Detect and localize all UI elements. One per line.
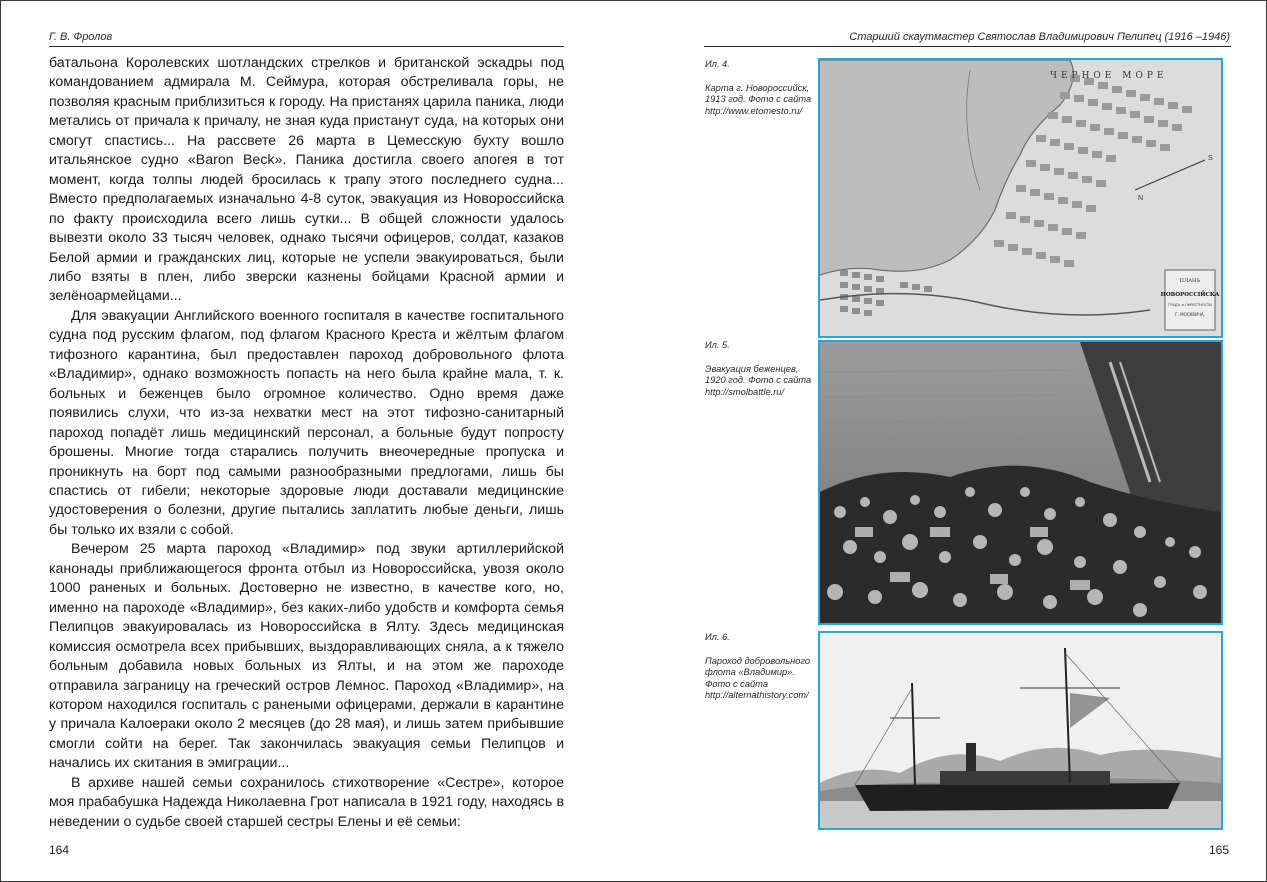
paragraph: батальона Королевских шотландских стрелков и британской эскадры под командованием адмирала М. Сеймура, которая обстреливала горы, не позволяя красным приблизиться к городу. На пристанях царила паника, люди метались от причала к причалу, не зная куда пристанут суда, на которых они смогут спастись... На рассвете 26 марта в Цемесскую бухту вошло итальянское судно «Baron Beck». Паника достигла своего апогея в тот момент, когда толпы людей бросилась к трапу этого последнего судна... Вместо предполагаемых изначально 4-8 суток, эвакуация из Новороссийска по факту происходила всего лишь сутки... В общей сложности удалось вывезти около 33 тысяч человек, однако тысячи офицеров, солдат, казаков Белой армии и гражданских лиц, которые не успели эвакуироваться, были либо взяты в плен, либо зверски казнены бойцами Красной армии и зелёноармейцами... [49, 55, 564, 305]
map-cartouche-sub: ГРАДЪ и ОКРЕСТНОСТИ [1168, 303, 1212, 307]
paragraph: В архиве нашей семьи сохранилось стихотворение «Сестре», которое моя прабабушка Надежда Николаевна Грот написала в 1921 году, находясь в неведении о судьбе своей старшей сестры Елены и её семьи: [49, 774, 564, 830]
figure-5-caption-text: Эвакуация беженцев, 1920 год. Фото с сайта http://smolbattle.ru/ [705, 364, 812, 397]
map-sea-label: ЧЕРНОЕ МОРЕ [1050, 71, 1168, 81]
left-text-column [49, 54, 564, 832]
figure-4-label: Ил. 4. [705, 59, 730, 69]
figure-6-caption-text: Пароход добровольного флота «Владимир». Фото с сайта http://alternathistory.com/ [705, 656, 811, 700]
map-cartouche-publisher: Г. МОСКВИЧА. [1175, 312, 1205, 317]
right-header-rule [704, 46, 1231, 47]
figure-4-caption [705, 59, 813, 117]
left-header-rule [49, 46, 564, 47]
figure-5-label: Ил. 5. [705, 340, 730, 350]
right-page-number: 165 [1208, 843, 1229, 857]
figure-6-label: Ил. 6. [705, 632, 730, 642]
figure-4-caption-text: Карта г. Новороссийск, 1913 год. Фото с сайта http://www.etomesto.ru/ [705, 83, 812, 116]
paragraph: Для эвакуации Английского военного госпиталя в качестве госпитального судна под русским флагом, под флагом Красного Креста и жёлтым флагом тифозного карантина, был предоставлен пароход добровольного флота «Владимир», однако возможность попасть на него была крайне мала, т. к. больных и беженцев было огромное количество. Одно время даже появились слухи, что из-за нехватки мест на этот тифозно-санитарный пароход попадёт лишь медицинский персонал, а больные будут попросту брошены. Многие тогда старались получить внеочередные пропуска и проникнуть на борт под самыми разнообразными предлогами, лишь бы спастись от гибели; некоторые здоровые люди доставали медицинские удостоверения о болезни, другие пытались заплатить любые деньги, лишь бы только их взяли с собой. [49, 307, 564, 538]
right-running-head: Старший скаутмастер Святослав Владимирович Пелипец (1916 –1946) [849, 31, 1230, 43]
figure-6-steamship-photo [818, 631, 1223, 830]
map-cartouche-title: ПЛАНЪ [1179, 278, 1201, 284]
left-page-number: 164 [49, 843, 70, 857]
figure-6-caption [705, 632, 813, 701]
figure-5-caption [705, 340, 813, 398]
map-of-novorossiysk [820, 60, 1221, 336]
svg-text:N: N [1138, 195, 1144, 202]
figure-4-map-image [818, 58, 1223, 338]
paragraph: Вечером 25 марта пароход «Владимир» под звуки артиллерийской канонады приближающегося фронта отбыл из Новороссийска, увозя около 1000 раненых и больных. Достоверно не известно, в качестве кого, но, именно на пароходе «Владимир», без каких-либо удобств и комфорта семья Пелипцов эвакуировалась из Новороссийска в Ялту. Здесь медицинская комиссия осмотрела всех прибывших, выздоравливающих сняла, а к тяжело больным добавила новых больных из Ялты, и на этом же пароходе отправила заграницу на греческий остров Лемнос. Пароход «Владимир», на котором находился госпиталь с ранеными офицерами, держали в карантине у причала Калоераки около 2 месяцев (до 28 мая), и лишь затем прибывшие смогли сойти на берег. Так закончилась эвакуация семьи Пелипцов и начались их скитания в эмиграции... [49, 541, 564, 772]
steamship-vladimir-photo [820, 633, 1221, 828]
svg-text:S: S [1208, 155, 1213, 162]
refugees-crowd-photo [820, 342, 1221, 623]
left-running-head: Г. В. Фролов [49, 31, 113, 43]
map-cartouche-city: НОВОРОССІЙСКА [1160, 292, 1220, 298]
figure-5-evacuation-photo [818, 340, 1223, 625]
